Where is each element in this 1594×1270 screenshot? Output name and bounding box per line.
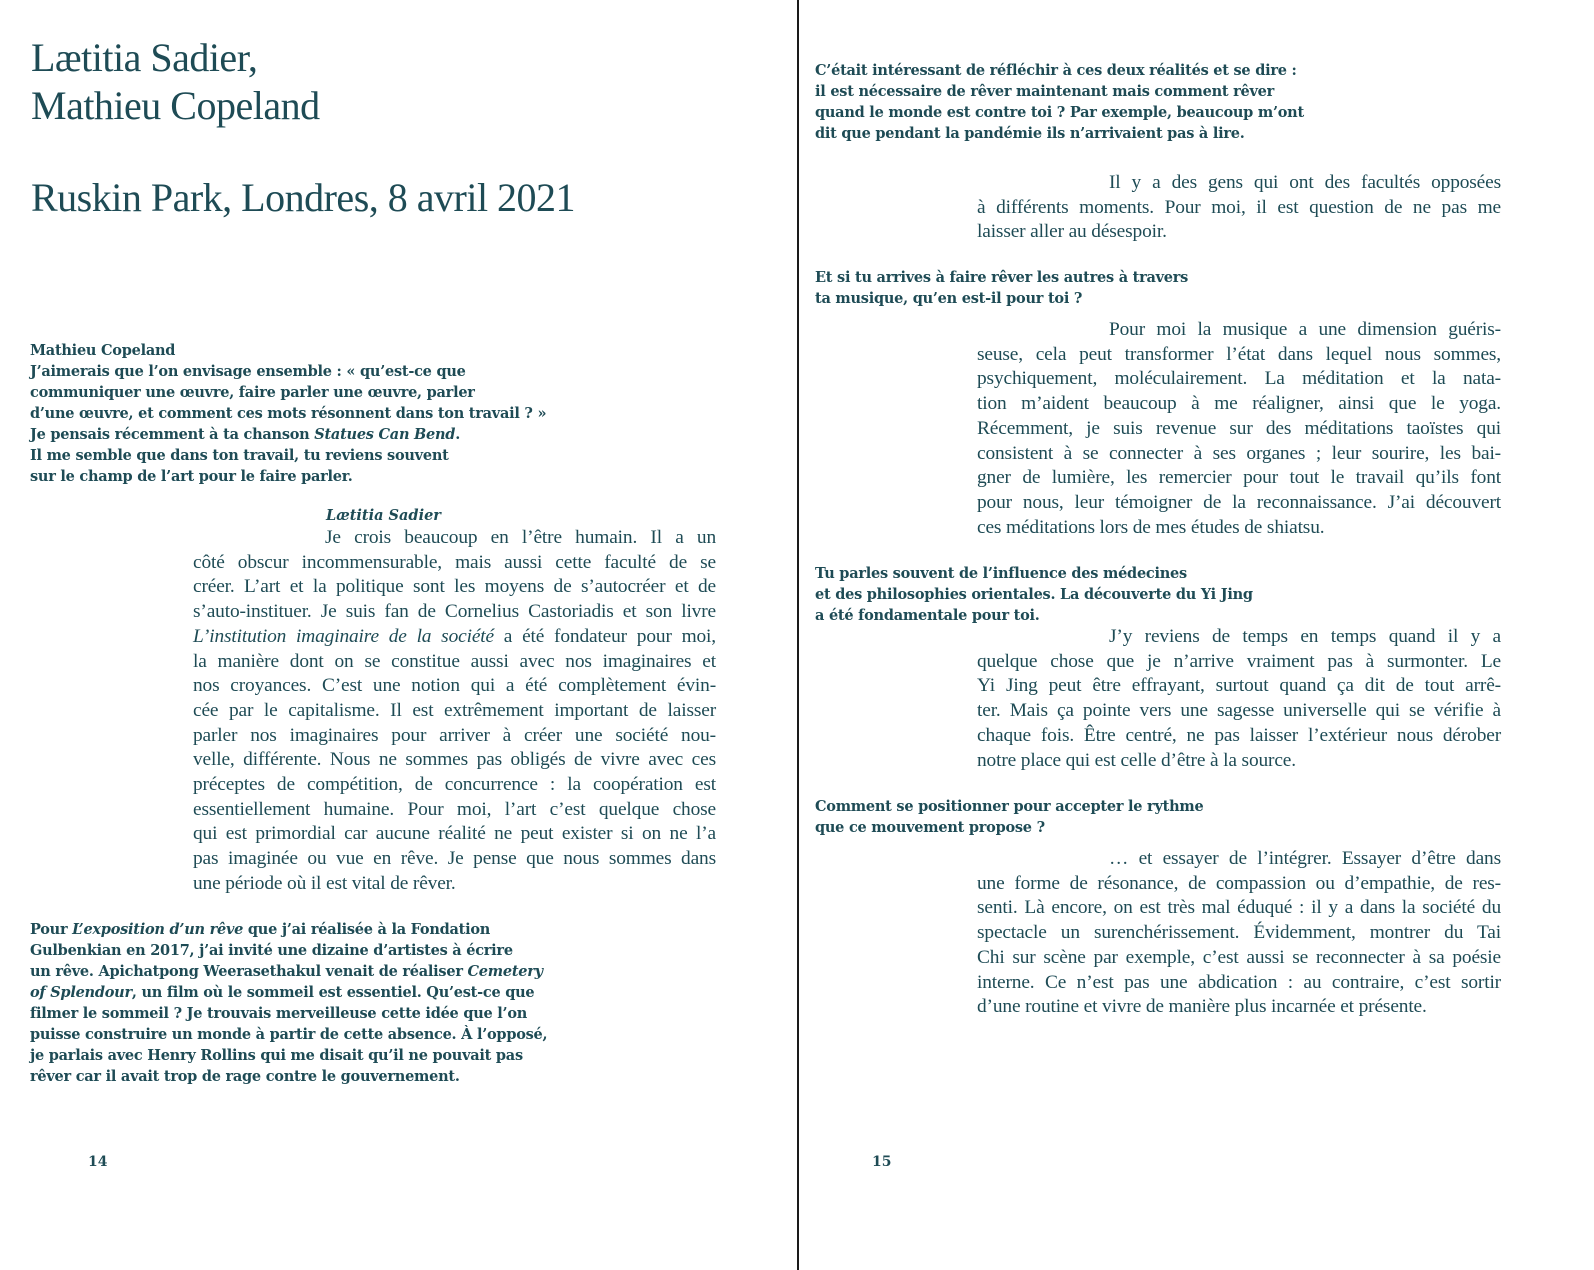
answer-line: … et essayer de l’intégrer. Essayer d’être dans — [1109, 848, 1501, 869]
answer-line: velle, différente. Nous ne sommes pas obligés de vivre avec ces — [193, 749, 716, 771]
title-name-1: Lætitia Sadier, — [31, 35, 258, 80]
answer-line: Je crois beaucoup en l’être humain. Il a un — [325, 527, 716, 548]
question-line: communiquer une œuvre, faire parler une œuvre, parler — [30, 384, 475, 401]
answer-line: s’auto-instituer. Je suis fan de Cornelius Castoriadis et son livre — [193, 601, 716, 623]
answer-line: Yi Jing peut être effrayant, surtout quand ça dit de tout arrê- — [977, 675, 1501, 697]
question-line: que ce mouvement propose ? — [815, 819, 1045, 836]
question-5 — [815, 563, 1253, 626]
question-line: il est nécessaire de rêver maintenant mais comment rêver — [815, 83, 1275, 100]
answer-line: consistent à se connecter à ses organes ; leur sourire, les bai- — [977, 442, 1501, 464]
question-line: et des philosophies orientales. La découverte du Yi Jing — [815, 586, 1253, 603]
answer-line: pour nous, leur témoigner de la reconnaissance. J’ai découvert — [977, 491, 1501, 513]
speaker-label: Mathieu Copeland — [30, 342, 176, 359]
answer-line: une période où il est vital de rêver. — [193, 872, 456, 894]
answer-line: pas imaginée ou vue en rêve. Je pense que nous sommes dans — [193, 848, 716, 870]
answer-line: créer. L’art et la politique sont les moyens de s’autocréer et de — [193, 576, 716, 598]
question-line: un rêve. Apichatpong Weerasethakul venait de réaliser Cemetery — [30, 963, 543, 980]
question-line: a été fondamentale pour toi. — [815, 607, 1040, 624]
answer-line: chaque fois. Être centré, ne pas laisser l’extérieur nous dérober — [977, 724, 1501, 746]
answer-line: interne. Ce n’est pas une abdication : au contraire, c’est sortir — [977, 971, 1501, 993]
question-line: Pour L’exposition d’un rêve que j’ai réalisée à la Fondation — [30, 921, 491, 938]
question-line: C’était intéressant de réfléchir à ces deux réalités et se dire : — [815, 62, 1297, 79]
question-line: Comment se positionner pour accepter le rythme — [815, 798, 1204, 815]
answer-line: ter. Mais ça pointe vers une sagesse universelle qui se vérifie à — [977, 700, 1501, 722]
answer-line: parler nos imaginaires pour arriver à créer une société nou- — [193, 724, 716, 746]
question-line: ta musique, qu’en est-il pour toi ? — [815, 290, 1083, 307]
speaker-label: Lætitia Sadier — [326, 507, 441, 524]
title-location: Ruskin Park, Londres, 8 avril 2021 — [31, 175, 576, 220]
right-page — [799, 0, 1594, 1270]
answer-line: une forme de résonance, de compassion ou d’empathie, de res- — [977, 872, 1501, 894]
answer-line: senti. Là encore, on est très mal éduqué : il y a dans la société du — [977, 897, 1501, 919]
question-6 — [815, 796, 1203, 838]
answer-line: la manière dont on se constitue aussi avec nos imaginaires et — [193, 650, 716, 672]
question-line: Et si tu arrives à faire rêver les autres à travers — [815, 269, 1189, 286]
question-1 — [30, 340, 546, 487]
answer-4 — [977, 318, 1501, 540]
answer-line: qui est primordial car aucune réalité ne peut exister si on ne l’a — [193, 823, 716, 845]
answer-line: d’une routine et vivre de manière plus incarnée et présente. — [977, 996, 1427, 1018]
question-3 — [815, 60, 1304, 144]
question-line: Il me semble que dans ton travail, tu reviens souvent — [30, 447, 449, 464]
answer-line: spectacle un surenchérissement. Évidemment, montrer du Tai — [977, 922, 1501, 944]
question-line: je parlais avec Henry Rollins qui me disait qu’il ne pouvait pas — [30, 1047, 523, 1064]
answer-line: quelque chose que je n’arrive vraiment pas à surmonter. Le — [977, 650, 1501, 672]
answer-line: essentiellement humaine. Pour moi, l’art c’est quelque chose — [193, 798, 716, 820]
left-page — [0, 0, 796, 1270]
answer-1 — [193, 526, 716, 897]
question-line: Gulbenkian en 2017, j’ai invité une dizaine d’artistes à écrire — [30, 942, 513, 959]
answer-line: L’institution imaginaire de la société a été fondateur pour moi, — [193, 625, 716, 647]
answer-line: Il y a des gens qui ont des facultés opposées — [1109, 172, 1501, 193]
question-4 — [815, 267, 1188, 309]
question-line: rêver car il avait trop de rage contre le gouvernement. — [30, 1068, 460, 1085]
question-line: Je pensais récemment à ta chanson Statues Can Bend. — [30, 426, 461, 443]
answer-line: laisser aller au désespoir. — [977, 221, 1167, 243]
question-line: quand le monde est contre toi ? Par exemple, beaucoup m’ont — [815, 104, 1304, 121]
answer-line: notre place qui est celle d’être à la source. — [977, 749, 1296, 771]
answer-line: Pour moi la musique a une dimension guéris- — [1109, 319, 1501, 340]
page-number: 15 — [872, 1154, 892, 1170]
question-line: Tu parles souvent de l’influence des médecines — [815, 565, 1187, 582]
answer-line: cée par le capitalisme. Il est extrêmement important de laisser — [193, 699, 716, 721]
answer-line: gner de lumière, les remercier pour tout le travail qu’ils font — [977, 467, 1501, 489]
question-line: dit que pendant la pandémie ils n’arrivaient pas à lire. — [815, 125, 1245, 142]
question-2 — [30, 919, 547, 1087]
question-line: sur le champ de l’art pour le faire parler. — [30, 468, 353, 485]
answer-line: Récemment, je suis revenue sur des méditations taoïstes qui — [977, 417, 1501, 439]
answer-line: tion m’aident beaucoup à me réaligner, ainsi que le yoga. — [977, 393, 1501, 415]
answer-line: seuse, cela peut transformer l’état dans lequel nous sommes, — [977, 343, 1501, 365]
answer-line: à différents moments. Pour moi, il est question de ne pas me — [977, 196, 1501, 218]
answer-line: côté obscur incommensurable, mais aussi cette faculté de se — [193, 551, 716, 573]
question-line: puisse construire un monde à partir de cette absence. À l’opposé, — [30, 1026, 548, 1043]
answer-line: J’y reviens de temps en temps quand il y a — [1109, 626, 1501, 647]
answer-line: nos croyances. C’est une notion qui a été complètement évin- — [193, 675, 716, 697]
answer-line: psychiquement, moléculairement. La méditation et la nata- — [977, 368, 1501, 390]
question-line: filmer le sommeil ? Je trouvais merveilleuse cette idée que l’on — [30, 1005, 528, 1022]
title-name-2: Mathieu Copeland — [31, 83, 320, 128]
answer-line: préceptes de compétition, de concurrence : la coopération est — [193, 774, 716, 796]
answer-3 — [977, 171, 1501, 245]
question-line: d’une œuvre, et comment ces mots résonnent dans ton travail ? » — [30, 405, 547, 422]
page-number: 14 — [88, 1154, 108, 1170]
question-line: J’aimerais que l’on envisage ensemble : « qu’est-ce que — [30, 363, 466, 380]
answer-line: Chi sur scène par exemple, c’est aussi se reconnecter à sa poésie — [977, 946, 1501, 968]
question-line: of Splendour, un film où le sommeil est essentiel. Qu’est-ce que — [30, 984, 535, 1001]
answer-6 — [977, 847, 1501, 1020]
answer-5 — [977, 625, 1501, 773]
answer-line: ces méditations lors de mes études de shiatsu. — [977, 516, 1325, 538]
page-title — [31, 34, 575, 222]
